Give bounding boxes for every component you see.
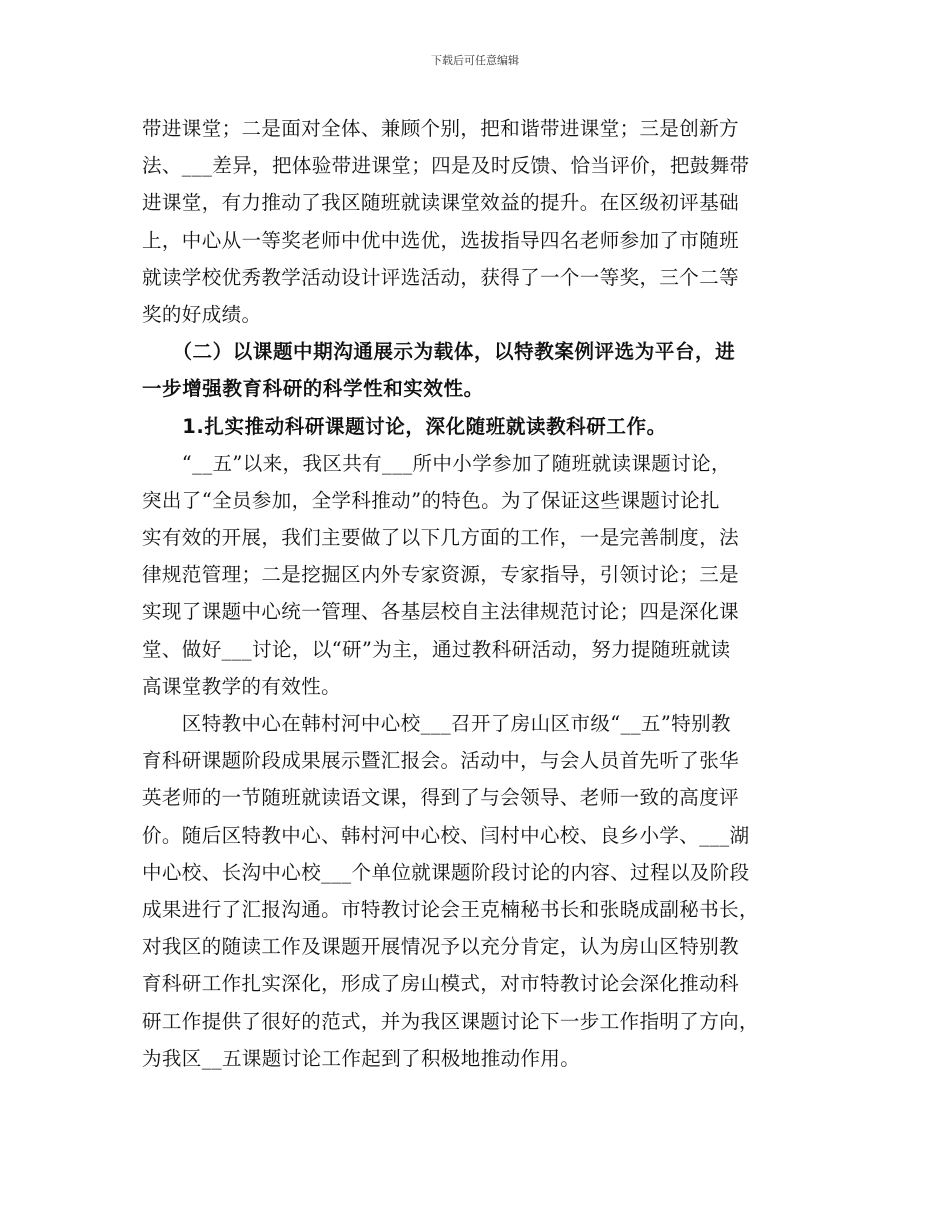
paragraph-2 (142, 445, 810, 705)
paragraph-3 (142, 705, 810, 1077)
text-line: 奖的好成绩。 (142, 302, 262, 326)
heading-line: （二）以课题中期沟通展示为载体，以特教案例评选为平台，进 (142, 340, 736, 364)
text-line: 英老师的一节随班就读语文课，得到了与会领导、老师一致的高度评 (142, 786, 740, 810)
text-line: 堂、做好___讨论，以“研”为主，通过教科研活动，努力提随班就读 (142, 637, 731, 661)
text-line: 进课堂，有力推动了我区随班就读课堂效益的提升。在区级初评基础 (142, 191, 740, 215)
text-line: 突出了“全员参加，全学科推动”的特色。为了保证这些课题讨论扎 (142, 488, 720, 512)
page-header: 下载后可任意编辑 (431, 54, 519, 67)
text-line: 上，中心从一等奖老师中优中选优，选拔指导四名老师参加了市随班 (142, 228, 740, 252)
text-line: 为我区__五课题讨论工作起到了积极地推动作用。 (142, 1046, 581, 1070)
text-line: 带进课堂；二是面对全体、兼顾个别，把和谐带进课堂；三是创新方 (142, 117, 740, 140)
text-line: “__五”以来，我区共有___所中小学参加了随班就读课题讨论， (142, 451, 731, 475)
text-line: 成果进行了汇报沟通。市特教讨论会王克楠秘书长和张晓成副秘书长， (142, 897, 759, 921)
text-line: 就读学校优秀教学活动设计评选活动，获得了一个一等奖，三个二等 (142, 265, 740, 289)
heading-line: 一步增强教育科研的科学性和实效性。 (142, 377, 484, 401)
text-line: 高课堂教学的有效性。 (142, 674, 342, 698)
text-line: 育科研工作扎实深化，形成了房山模式，对市特教讨论会深化推动科 (142, 972, 740, 996)
text-line: 律规范管理；二是挖掘区内外专家资源，专家指导，引领讨论；三是 (142, 563, 740, 587)
text-line: 育科研课题阶段成果展示暨汇报会。活动中，与会人员首先听了张华 (142, 749, 740, 773)
subsection-heading: 1.扎实推动科研课题讨论，深化随班就读教科研工作。 (142, 414, 667, 438)
section-heading (142, 333, 810, 407)
text-line: 实有效的开展，我们主要做了以下几方面的工作，一是完善制度，法 (142, 526, 740, 550)
paragraph-1 (142, 110, 810, 333)
text-line: 法、___差异，把体验带进课堂；四是及时反馈、恰当评价，把鼓舞带 (142, 154, 750, 178)
text-line: 价。随后区特教中心、韩村河中心校、闫村中心校、良乡小学、___湖 (142, 823, 750, 847)
text-line: 中心校、长沟中心校___个单位就课题阶段讨论的内容、过程以及阶段 (142, 860, 750, 884)
text-line: 研工作提供了很好的范式，并为我区课题讨论下一步工作指明了方向， (142, 1009, 759, 1033)
document-body (142, 110, 810, 1077)
text-line: 对我区的随读工作及课题开展情况予以充分肯定，认为房山区特别教 (142, 935, 740, 959)
text-line: 实现了课题中心统一管理、各基层校自主法律规范讨论；四是深化课 (142, 600, 740, 624)
text-line: 区特教中心在韩村河中心校___召开了房山区市级“__五”特别教 (142, 712, 731, 735)
